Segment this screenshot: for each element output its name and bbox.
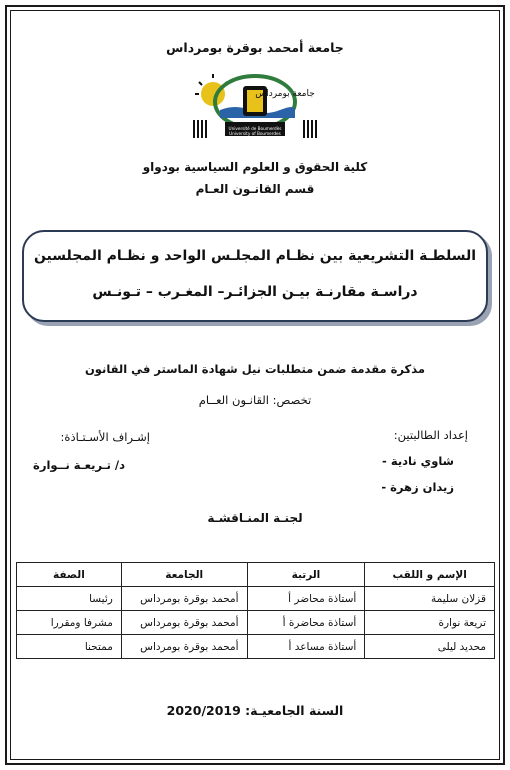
student-1-dash: - bbox=[382, 454, 387, 468]
cell-rank: أستاذة محاضرة أ bbox=[247, 611, 365, 635]
memo-statement: مذكرة مقدمة ضمن متطلبات نيل شهادة الماستر في القانون bbox=[84, 362, 425, 376]
student-2-name: زيدان زهرة bbox=[390, 480, 454, 494]
student-1-name: شاوي نادية bbox=[390, 454, 454, 468]
table-row bbox=[17, 587, 495, 611]
header-university: الجامعة bbox=[121, 563, 247, 587]
header-role: الصفة bbox=[17, 563, 122, 587]
jury-table bbox=[16, 562, 495, 659]
cell-role: مشرفا ومقررا bbox=[17, 611, 122, 635]
logo-latin-text-1: Université de Boumerdès bbox=[228, 126, 282, 131]
thesis-title-line-2: دراسـة مقارنـة بيـن الجزائـر– المغـرب – تـونـس bbox=[92, 284, 418, 300]
logo-latin-text-2: University of Boumerdes bbox=[229, 131, 281, 136]
table-row bbox=[17, 635, 495, 659]
prepared-by-label: إعداد الطالبتين: bbox=[393, 428, 468, 442]
student-2-dash: - bbox=[381, 480, 387, 494]
cell-rank: أستاذة مساعد أ bbox=[247, 635, 365, 659]
cell-rank: أستاذة محاضر أ bbox=[247, 587, 365, 611]
cell-university: أمحمد بوقرة بومرداس bbox=[121, 635, 247, 659]
student-1 bbox=[376, 454, 454, 468]
department-name: قسم القانـون العـام bbox=[195, 182, 315, 196]
cell-role: ممتحنا bbox=[17, 635, 122, 659]
university-logo-emblem bbox=[185, 62, 325, 142]
cell-name: محديد ليلى bbox=[365, 635, 495, 659]
university-logo bbox=[185, 62, 325, 142]
student-2 bbox=[375, 480, 454, 494]
table-row bbox=[17, 611, 495, 635]
cell-name: قزلان سليمة bbox=[365, 587, 495, 611]
header-name: الإسم و اللقب bbox=[365, 563, 495, 587]
committee-title: لجنـة المنـاقشـة bbox=[207, 511, 303, 525]
specialization: تخصص: القانـون العــام bbox=[198, 393, 312, 407]
thesis-title-box bbox=[22, 230, 488, 322]
cell-university: أمحمد بوقرة بومرداس bbox=[121, 611, 247, 635]
jury-table-header-row bbox=[17, 563, 495, 587]
university-name: جامعة أمحمد بوقرة بومرداس bbox=[166, 40, 344, 55]
thesis-title-line-1: السلطـة التشريعية بين نظـام المجلـس الواحد و نظـام المجلسين bbox=[33, 248, 477, 264]
cell-name: تريعة نوارة bbox=[365, 611, 495, 635]
cell-university: أمحمد بوقرة بومرداس bbox=[121, 587, 247, 611]
supervision-label: إشـراف الأسـتـاذة: bbox=[60, 430, 150, 444]
supervisor-name: د/ تـريعـة نــوارة bbox=[33, 458, 125, 472]
faculty-name: كلية الحقوق و العلوم السياسية بودواو bbox=[142, 160, 368, 174]
header-rank: الرتبة bbox=[247, 563, 365, 587]
cell-role: رئيسا bbox=[17, 587, 122, 611]
logo-arabic-text: جامعة بومرداس bbox=[255, 89, 315, 99]
academic-year: السنة الجامعيـة: 2020/2019 bbox=[166, 703, 344, 718]
